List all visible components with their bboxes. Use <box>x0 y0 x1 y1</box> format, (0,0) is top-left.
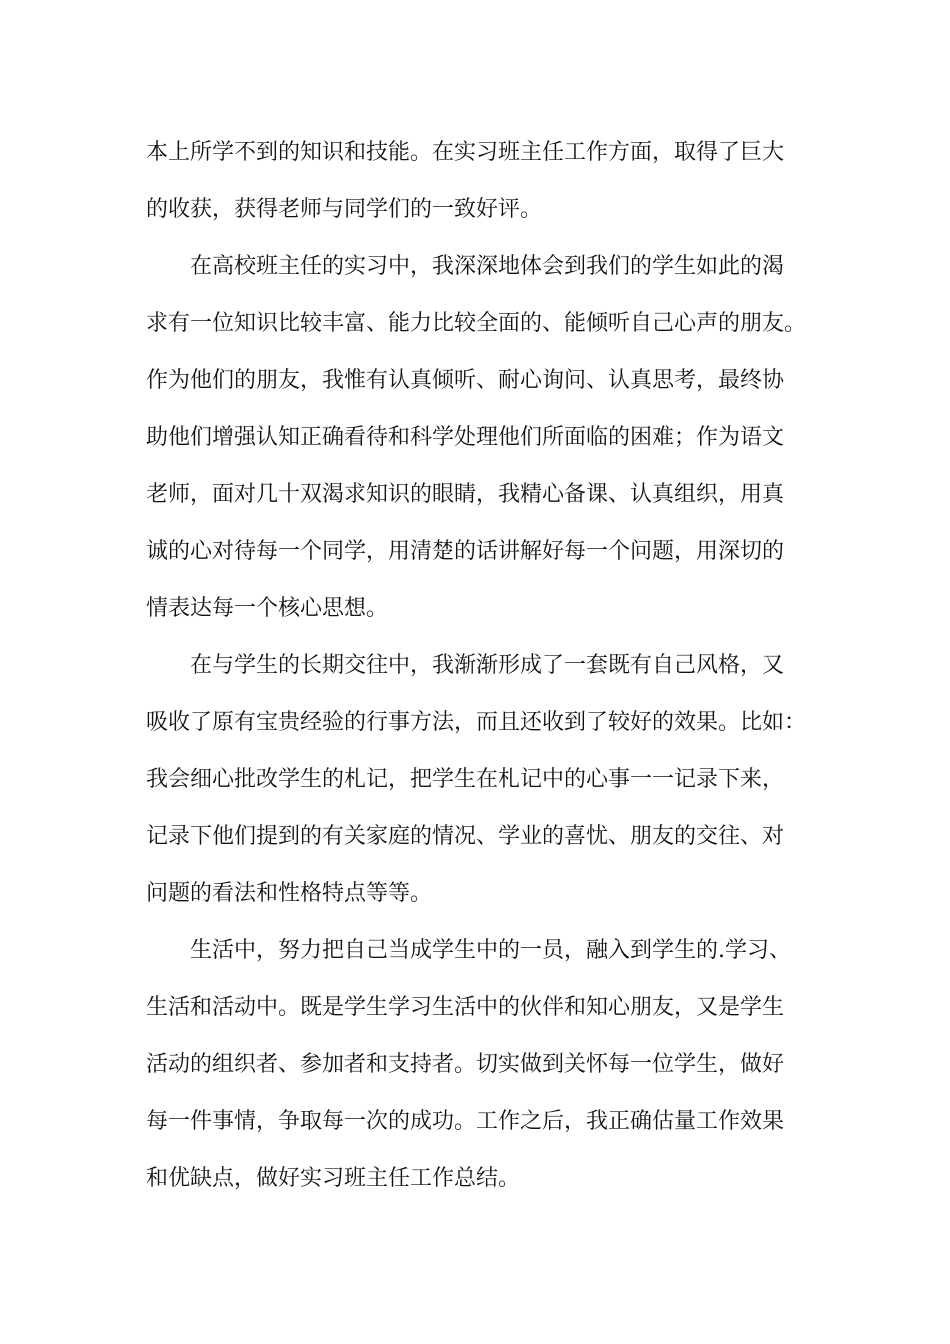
text-line: 的收获，获得老师与同学们的一致好评。 <box>146 197 543 222</box>
paragraph-3 <box>146 637 826 922</box>
text-line: 助他们增强认知正确看待和科学处理他们所面临的困难；作为语文 <box>146 425 785 450</box>
text-line: 生活和活动中。既是学生学习生活中的伙伴和知心朋友，又是学生 <box>146 995 785 1020</box>
text-line: 吸收了原有宝贵经验的行事方法，而且还收到了较好的效果。比如： <box>146 710 807 735</box>
text-line: 诚的心对待每一个同学，用清楚的话讲解好每一个问题，用深切的 <box>146 539 785 564</box>
paragraph-2 <box>146 238 826 637</box>
text-line: 每一件事情，争取每一次的成功。工作之后，我正确估量工作效果 <box>146 1109 785 1134</box>
text-line: 在高校班主任的实习中，我深深地体会到我们的学生如此的渴 <box>190 254 785 279</box>
text-line: 本上所学不到的知识和技能。在实习班主任工作方面，取得了巨大 <box>146 140 785 165</box>
paragraph-1 <box>146 124 826 238</box>
document-body <box>146 124 826 1207</box>
text-line: 和优缺点，做好实习班主任工作总结。 <box>146 1166 521 1191</box>
text-line: 在与学生的长期交往中，我渐渐形成了一套既有自己风格，又 <box>190 653 785 678</box>
text-line: 活动的组织者、参加者和支持者。切实做到关怀每一位学生，做好 <box>146 1052 785 1077</box>
text-line: 生活中，努力把自己当成学生中的一员，融入到学生的.学习、 <box>190 938 791 963</box>
paragraph-4 <box>146 922 826 1207</box>
text-line: 问题的看法和性格特点等等。 <box>146 881 433 906</box>
text-line: 求有一位知识比较丰富、能力比较全面的、能倾听自己心声的朋友。 <box>146 311 807 336</box>
text-line: 老师，面对几十双渴求知识的眼睛，我精心备课、认真组织，用真 <box>146 482 785 507</box>
text-line: 记录下他们提到的有关家庭的情况、学业的喜忧、朋友的交往、对 <box>146 824 785 849</box>
text-line: 我会细心批改学生的札记，把学生在札记中的心事一一记录下来， <box>146 767 785 792</box>
text-line: 作为他们的朋友，我惟有认真倾听、耐心询问、认真思考，最终协 <box>146 368 785 393</box>
text-line: 情表达每一个核心思想。 <box>146 596 389 621</box>
